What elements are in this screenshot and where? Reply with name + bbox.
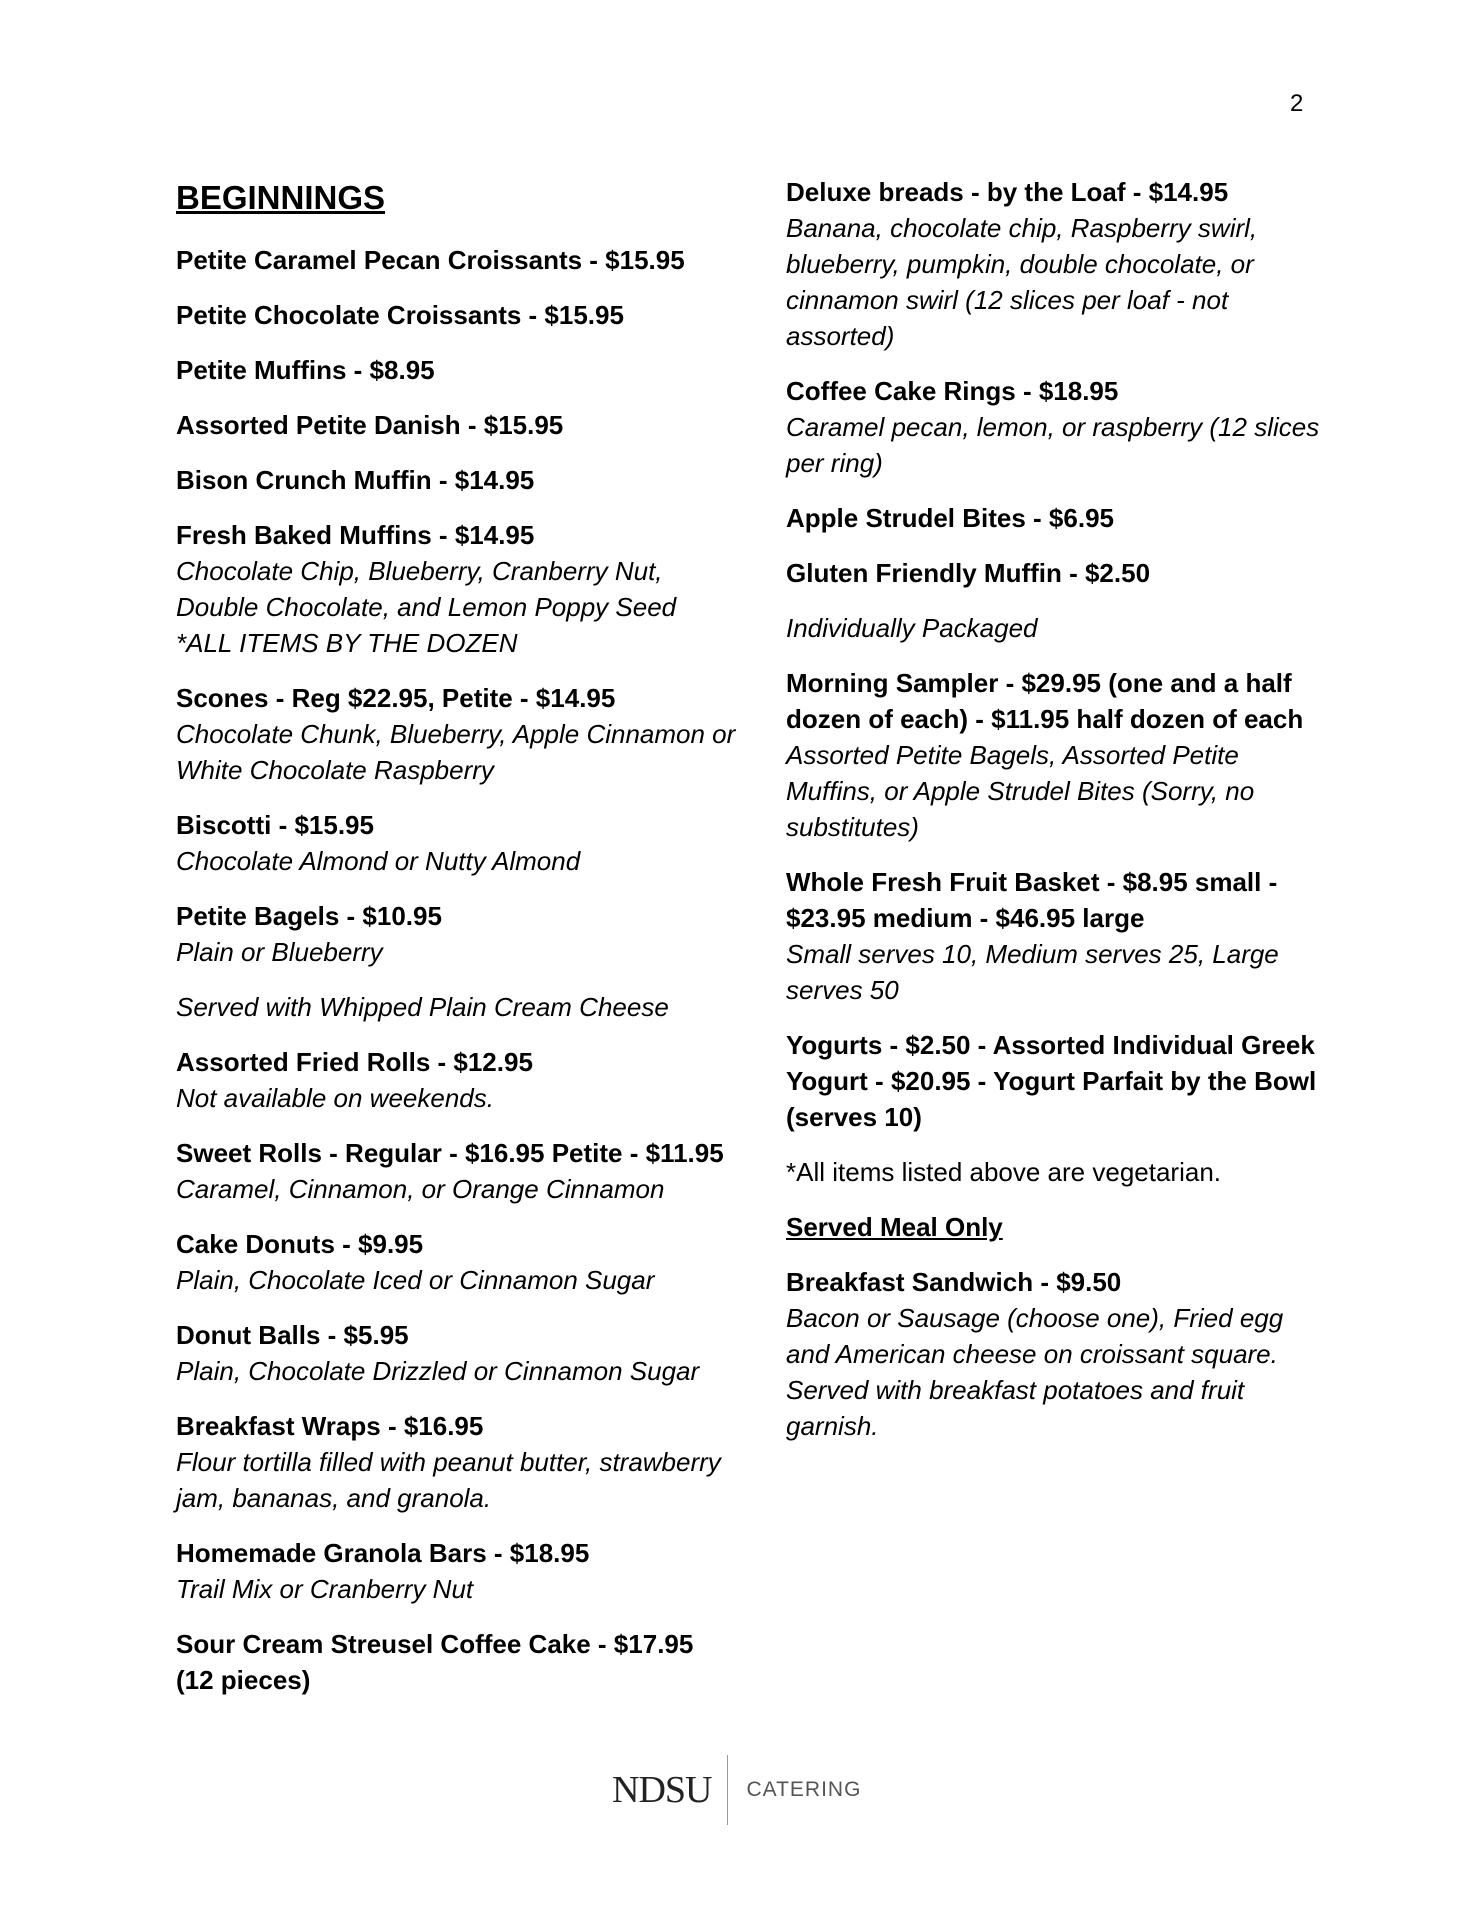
menu-item-description: Chocolate Chip, Blueberry, Cranberry Nut, Double Chocolate, and Lemon Poppy Seed *ALL ITEMS BY THE DOZEN xyxy=(176,556,677,658)
menu-item-title: Morning Sampler - $29.95 (one and a half dozen of each) - $11.95 half dozen of each xyxy=(786,668,1304,734)
menu-item-title: Sweet Rolls - Regular - $16.95 Petite - $11.95 xyxy=(176,1138,724,1168)
menu-item-title: Donut Balls - $5.95 xyxy=(176,1320,409,1350)
menu-item xyxy=(786,373,1326,481)
menu-item-description: Assorted Petite Bagels, Assorted Petite Muffins, or Apple Strudel Bites (Sorry, no substitutes) xyxy=(786,740,1255,842)
menu-note: Individually Packaged xyxy=(786,613,1038,643)
catering-logo-text: CATERING xyxy=(746,1778,862,1801)
menu-item-title: Breakfast Wraps - $16.95 xyxy=(176,1411,484,1441)
menu-item-title: Biscotti - $15.95 xyxy=(176,810,374,840)
menu-item-description: Bacon or Sausage (choose one), Fried egg and American cheese on croissant square. Served with breakfast potatoes and fruit garnish. xyxy=(786,1303,1284,1441)
menu-item-title: Gluten Friendly Muffin - $2.50 xyxy=(786,558,1151,588)
menu-item xyxy=(176,680,736,788)
menu-note: Served with Whipped Plain Cream Cheese xyxy=(176,992,669,1022)
menu-item xyxy=(176,1535,736,1607)
menu-item xyxy=(176,1135,736,1207)
menu-item xyxy=(176,1044,736,1116)
menu-item-title: Sour Cream Streusel Coffee Cake - $17.95 (12 pieces) xyxy=(176,1629,694,1695)
menu-item xyxy=(176,517,736,661)
left-column xyxy=(176,172,736,1717)
menu-item xyxy=(176,462,736,498)
menu-item-description: Plain or Blueberry xyxy=(176,937,383,967)
menu-item xyxy=(176,1408,736,1516)
menu-item xyxy=(786,665,1326,845)
ndsu-logo-text: NDSU xyxy=(612,1769,712,1811)
menu-item-description: Small serves 10, Medium serves 25, Large serves 50 xyxy=(786,939,1279,1005)
menu-item-title: Deluxe breads - by the Loaf - $14.95 xyxy=(786,177,1229,207)
menu-item xyxy=(176,352,736,388)
menu-item-title: Scones - Reg $22.95, Petite - $14.95 xyxy=(176,683,616,713)
menu-item-title: Petite Chocolate Croissants - $15.95 xyxy=(176,300,624,330)
menu-item xyxy=(786,1264,1326,1444)
menu-item xyxy=(786,500,1326,536)
served-meal-heading: Served Meal Only xyxy=(786,1212,1003,1242)
menu-item-description: Trail Mix or Cranberry Nut xyxy=(176,1574,474,1604)
menu-item-description: Plain, Chocolate Iced or Cinnamon Sugar xyxy=(176,1265,655,1295)
menu-item-description: Plain, Chocolate Drizzled or Cinnamon Sugar xyxy=(176,1356,700,1386)
right-column xyxy=(786,174,1326,1463)
menu-item xyxy=(786,555,1326,591)
menu-item-title: Assorted Fried Rolls - $12.95 xyxy=(176,1047,533,1077)
menu-item-title: Petite Bagels - $10.95 xyxy=(176,901,442,931)
menu-item-title: Whole Fresh Fruit Basket - $8.95 small - $23.95 medium - $46.95 large xyxy=(786,867,1278,933)
menu-item-title: Breakfast Sandwich - $9.50 xyxy=(786,1267,1122,1297)
menu-item-title: Assorted Petite Danish - $15.95 xyxy=(176,410,564,440)
menu-item xyxy=(176,1626,736,1698)
menu-item-title: Fresh Baked Muffins - $14.95 xyxy=(176,520,535,550)
menu-item-title: Yogurts - $2.50 - Assorted Individual Greek Yogurt - $20.95 - Yogurt Parfait by the Bowl (serves 10) xyxy=(786,1030,1317,1132)
menu-item-title: Bison Crunch Muffin - $14.95 xyxy=(176,465,535,495)
menu-item xyxy=(176,407,736,443)
menu-item xyxy=(176,242,736,278)
menu-item xyxy=(176,807,736,879)
menu-item-title: Petite Caramel Pecan Croissants - $15.95 xyxy=(176,245,685,275)
menu-item xyxy=(176,898,736,970)
menu-item-description: Caramel pecan, lemon, or raspberry (12 slices per ring) xyxy=(786,412,1320,478)
menu-item-description: Chocolate Chunk, Blueberry, Apple Cinnamon or White Chocolate Raspberry xyxy=(176,719,736,785)
menu-item xyxy=(176,1226,736,1298)
menu-item-description: Chocolate Almond or Nutty Almond xyxy=(176,846,581,876)
menu-item-title: Petite Muffins - $8.95 xyxy=(176,355,435,385)
menu-item-description: Not available on weekends. xyxy=(176,1083,494,1113)
menu-item-title: Cake Donuts - $9.95 xyxy=(176,1229,424,1259)
menu-item-description: Caramel, Cinnamon, or Orange Cinnamon xyxy=(176,1174,665,1204)
menu-item xyxy=(176,297,736,333)
section-title: BEGINNINGS xyxy=(176,179,386,216)
page-number: 2 xyxy=(1290,90,1304,117)
menu-item-description: Banana, chocolate chip, Raspberry swirl, blueberry, pumpkin, double chocolate, or cinnamon swirl (12 slices per loaf - not assorted) xyxy=(786,213,1258,351)
vegetarian-note: *All items listed above are vegetarian. xyxy=(786,1157,1222,1187)
menu-item-title: Apple Strudel Bites - $6.95 xyxy=(786,503,1114,533)
menu-item-title: Coffee Cake Rings - $18.95 xyxy=(786,376,1119,406)
menu-item xyxy=(176,1317,736,1389)
menu-item xyxy=(786,174,1326,354)
menu-item-description: Flour tortilla filled with peanut butter, strawberry jam, bananas, and granola. xyxy=(176,1447,721,1513)
menu-item-title: Homemade Granola Bars - $18.95 xyxy=(176,1538,590,1568)
menu-item xyxy=(786,864,1326,1008)
menu-item xyxy=(786,1027,1326,1135)
footer-logo xyxy=(612,1750,861,1830)
